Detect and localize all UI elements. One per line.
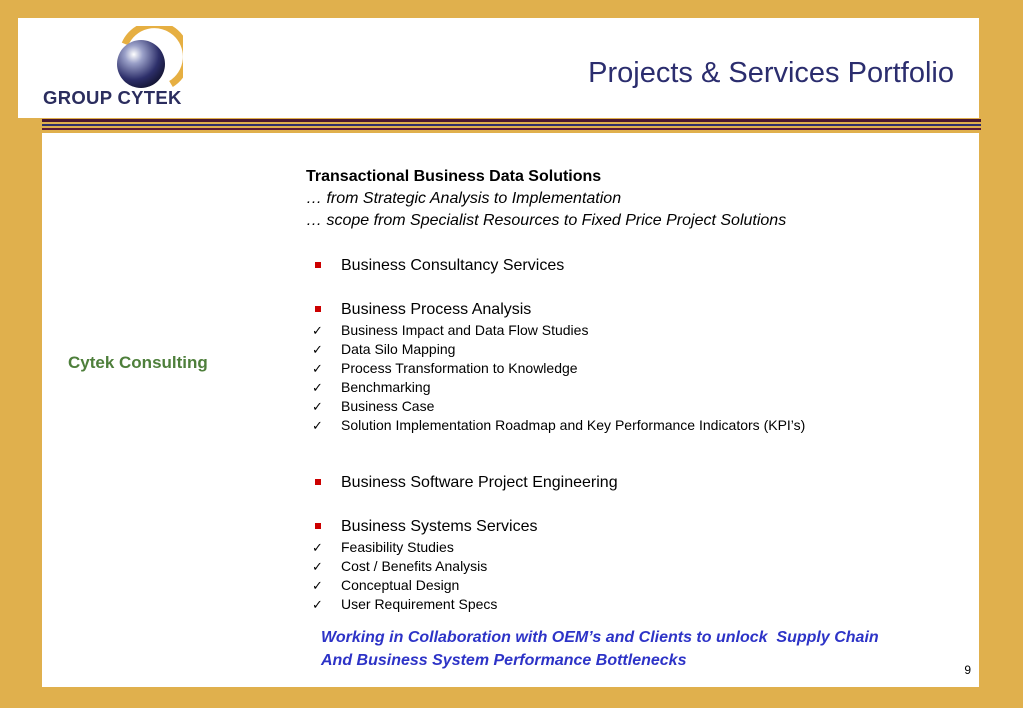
slide-header: [18, 18, 979, 118]
checkmark-icon: ✓: [312, 380, 323, 395]
intro-heading: Transactional Business Data Solutions: [306, 168, 602, 185]
collaboration-note: [321, 626, 879, 672]
note-line: Working in Collaboration with OEM’s and Clients to unlock Supply Chain: [321, 629, 879, 646]
checkmark-icon: ✓: [312, 399, 323, 414]
note-line: And Business System Performance Bottlenecks: [321, 652, 687, 669]
slide-body: Cytek Consulting Transactional Business Data Solutions … from Strategic Analysis to Implementation … scope from Specialist Resources to Fixed Price Project Solutions Business Consultancy Services Business Process Analysis ✓ Business Impact and Data Flow Studies ✓ Data Silo Mapping ✓ Process Transformation to Knowledge ✓ Benchmarking ✓ Business Case ✓ Solution Implementation Roadmap and Key Performance Indicators (KPI’s) Business Software Project Engineering Business Systems Services ✓ Feasibility Studies ✓ Cost / Benefits Analysis ✓ Conceptual Design ✓ User Requirement Specs Working in Collaboration with OEM’s and Clients to unlock Supply Chain And Business System Performance Bottlenecks 9: [42, 133, 979, 687]
checkmark-icon: ✓: [312, 418, 323, 433]
red-square-icon: [315, 523, 321, 529]
checkmark-icon: ✓: [312, 540, 323, 555]
page-number: 9: [964, 663, 971, 677]
checkmark-icon: ✓: [312, 597, 323, 612]
header-divider: [42, 118, 981, 132]
checkmark-icon: ✓: [312, 323, 323, 338]
side-label: Cytek Consulting: [68, 353, 208, 372]
checkmark-icon: ✓: [312, 342, 323, 357]
logo-text: GROUP CYTEK: [43, 87, 182, 108]
checkmark-icon: ✓: [312, 361, 323, 376]
red-square-icon: [315, 262, 321, 268]
intro-line: … from Strategic Analysis to Implementation: [306, 190, 622, 207]
red-square-icon: [315, 479, 321, 485]
checkmark-icon: ✓: [312, 559, 323, 574]
intro-block: [306, 166, 786, 232]
red-square-icon: [315, 306, 321, 312]
intro-line: … scope from Specialist Resources to Fixed Price Project Solutions: [306, 212, 787, 229]
checkmark-icon: ✓: [312, 578, 323, 593]
page-title: Projects & Services Portfolio: [588, 57, 954, 89]
